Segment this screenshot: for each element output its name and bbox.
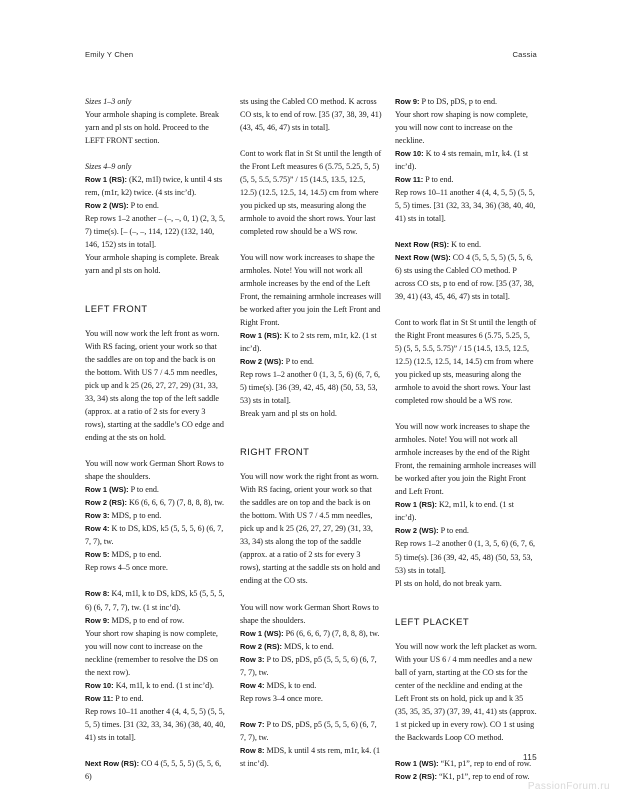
row-text: K6 (6, 6, 6, 7) (7, 8, 8, 8), tw. <box>127 498 225 508</box>
row-text: K to DS, kDS, k5 (5, 5, 5, 6) (6, 7, 7, 7), tw. <box>85 524 224 547</box>
row-text: P6 (6, 6, 6, 7) (7, 8, 8, 8), tw. <box>283 628 380 638</box>
row-label: Row 1 (WS): <box>240 628 284 638</box>
row-label: Row 1 (RS): <box>240 331 283 341</box>
paragraph: Break yarn and pl sts on hold. <box>240 409 337 419</box>
row-label: Row 3: <box>240 654 265 664</box>
paragraph <box>240 355 382 368</box>
row-label: Row 10: <box>85 680 114 690</box>
row-text: P to end. <box>283 357 314 367</box>
column-1 <box>85 95 227 783</box>
section-heading: RIGHT FRONT <box>240 446 310 458</box>
watermark: PassionForum.ru <box>527 781 610 792</box>
row-label: Row 8: <box>85 589 110 599</box>
paragraph <box>85 199 227 212</box>
paragraph <box>240 627 382 640</box>
paragraph <box>85 509 227 522</box>
paragraph <box>85 757 227 783</box>
row-text: K to end. <box>449 240 481 250</box>
paragraph: Rep rows 3–4 once more. <box>240 693 323 703</box>
size-note: Sizes 1–3 only <box>85 97 132 106</box>
paragraph <box>85 587 227 613</box>
row-text: MDS, k until 4 sts rem, m1r, k4. (1 st inc’d). <box>240 745 380 768</box>
row-text: P to end. <box>438 526 469 536</box>
paragraph <box>395 757 537 770</box>
paragraph <box>240 653 382 679</box>
paragraph <box>240 329 382 355</box>
paragraph: You will now work German Short Rows to shape the shoulders. <box>240 602 379 625</box>
running-head-author: Emily Y Chen <box>85 50 134 59</box>
paragraph: You will now work the left placket as worn. With your US 6 / 4 mm needles and a new ball of yarn, starting at the CO sts for the center of the neckline and ending at the Left Front sts on hold, pick up and k 35 (35, 35, 35, 37) (37, 39, 41, 41) sts (approx. 1 st picked up in every row). CO 1 st using the Backwards Loop CO method. <box>395 641 537 742</box>
paragraph: Rep rows 1–2 another 0 (1, 3, 5, 6) (6, 7, 6, 5) time(s). [36 (39, 42, 45, 48) (50, 53, 53, 53) sts in total]. <box>240 370 381 406</box>
row-label: Row 2 (WS): <box>240 357 284 367</box>
paragraph: Rep rows 4–5 once more. <box>85 563 168 573</box>
paragraph <box>85 522 227 548</box>
paragraph: Rep rows 1–2 another 0 (1, 3, 5, 6) (6, 7, 6, 5) time(s). [36 (39, 42, 45, 48) (50, 53, 53, 53) sts in total]. <box>395 539 536 575</box>
row-text: P to DS, pDS, p5 (5, 5, 5, 6) (6, 7, 7, 7), tw. <box>240 719 377 742</box>
row-label: Row 2 (RS): <box>85 498 128 508</box>
row-label: Row 2 (RS): <box>240 641 283 651</box>
paragraph: You will now work increases to shape the armholes. Note! You will not work all armhole increases by the end of the Left Front, the remaining armhole increases will be worked after you join the Left Front and Right Front. <box>240 253 382 328</box>
row-text: K4, m1l, k to DS, kDS, k5 (5, 5, 5, 6) (6, 7, 7, 7), tw. (1 st inc’d). <box>85 589 225 612</box>
paragraph <box>395 147 537 173</box>
row-text: “K1, p1”, rep to end of row. <box>438 758 532 768</box>
paragraph: Your short row shaping is now complete, you will now cont to increase on the neckline. <box>395 110 528 146</box>
paragraph <box>395 498 537 524</box>
paragraph <box>85 548 227 561</box>
paragraph <box>395 95 537 108</box>
paragraph: Pl sts on hold, do not break yarn. <box>395 578 502 588</box>
row-label: Row 2 (WS): <box>85 201 129 211</box>
paragraph <box>395 524 537 537</box>
row-label: Row 10: <box>395 149 424 159</box>
paragraph <box>395 238 537 251</box>
row-text: P to DS, pDS, p5 (5, 5, 5, 6) (6, 7, 7, 7), tw. <box>240 654 377 677</box>
row-text: “K1, p1”, rep to end of row. <box>437 771 530 781</box>
section-heading: LEFT PLACKET <box>395 615 470 627</box>
row-label: Row 2 (RS): <box>395 771 438 781</box>
paragraph <box>240 718 382 744</box>
row-text: CO 4 (5, 5, 5, 5) (5, 5, 6, 6) sts using the Cabled CO method. P across CO sts, p to end of row. [35 (37, 38, 39, 41) (43, 45, 46, 47) sts in total]. <box>395 253 534 302</box>
running-head <box>85 50 537 64</box>
paragraph: sts using the Cabled CO method. K across CO sts, k to end of row. [35 (37, 38, 39, 41) (43, 45, 46, 47) sts in total]. <box>240 97 382 133</box>
paragraph: Your armhole shaping is complete. Break yarn and pl sts on hold. Proceed to the LEFT FRONT section. <box>85 110 220 146</box>
row-text: CO 4 (5, 5, 5, 5) (5, 5, 6, 6) <box>85 758 222 781</box>
paragraph: Your armhole shaping is complete. Break yarn and pl sts on hold. <box>85 253 220 276</box>
paragraph <box>240 744 382 770</box>
row-label: Row 4: <box>240 680 265 690</box>
paragraph: Rep rows 10–11 another 4 (4, 4, 5, 5) (5, 5, 5, 5) times. [31 (32, 33, 34, 36) (38, 40, 40, 41) sts in total]. <box>395 188 536 224</box>
row-label: Row 2 (WS): <box>395 526 439 536</box>
row-label: Row 8: <box>240 745 265 755</box>
row-label: Row 9: <box>395 97 420 106</box>
row-text: P to end. <box>423 175 454 185</box>
row-label: Row 11: <box>85 693 114 703</box>
paragraph: Rep rows 10–11 another 4 (4, 4, 5, 5) (5, 5, 5, 5) times. [31 (32, 33, 34, 36) (38, 40, 40, 41) sts in total]. <box>85 706 226 742</box>
paragraph <box>395 173 537 186</box>
row-text: MDS, k to end. <box>264 680 317 690</box>
paragraph <box>395 251 537 303</box>
paragraph <box>85 496 227 509</box>
paragraph: Cont to work flat in St St until the length of the Right Front measures 6 (5.75, 5.25, 5, 5) (5, 5, 5.5, 5.75)” / 15 (14.5, 13.5, 12.5, 12.5) (12.5, 12.5, 14, 14.5) cm from where you picked up sts, measuring along the armhole to avoid the short rows. Your last completed row should be a WS row. <box>395 318 537 406</box>
row-label: Row 3: <box>85 511 110 521</box>
row-label: Row 11: <box>395 175 424 185</box>
paragraph <box>240 679 382 692</box>
row-text: (K2, m1l) twice, k until 4 sts rem, (m1r, k2) twice. (4 sts inc’d). <box>85 175 223 198</box>
row-label: Next Row (WS): <box>395 253 451 263</box>
paragraph <box>85 692 227 705</box>
row-label: Row 7: <box>240 719 265 729</box>
row-text: P to end. <box>128 485 159 495</box>
row-text: MDS, p to end. <box>109 550 162 560</box>
row-label: Row 1 (RS): <box>85 175 128 185</box>
paragraph <box>240 640 382 653</box>
row-text: K to 2 sts rem, m1r, k2. (1 st inc’d). <box>240 331 377 354</box>
running-head-title: Cassia <box>512 50 537 59</box>
page-number: 115 <box>523 753 537 762</box>
row-text: P to DS, pDS, p to end. <box>419 97 498 106</box>
size-note: Sizes 4–9 only <box>85 162 132 172</box>
row-text: K4, m1l, k to end. (1 st inc’d). <box>113 680 214 690</box>
row-label: Row 9: <box>85 615 110 625</box>
row-label: Row 4: <box>85 524 110 534</box>
paragraph <box>85 483 227 496</box>
section-heading: LEFT FRONT <box>85 303 148 315</box>
row-text: K to 4 sts remain, m1r, k4. (1 st inc’d). <box>395 149 529 172</box>
paragraph: Rep rows 1–2 another – (–, –, 0, 1) (2, 3, 5, 7) time(s). [– (–, –, 114, 122) (132, 140, 146, 152) sts in total]. <box>85 214 226 250</box>
row-label: Next Row (RS): <box>85 758 140 768</box>
row-label: Row 1 (WS): <box>85 485 129 495</box>
paragraph <box>85 173 227 199</box>
column-3 <box>395 95 537 783</box>
paragraph <box>395 770 537 783</box>
row-label: Row 5: <box>85 550 110 560</box>
row-label: Row 1 (RS): <box>395 500 438 510</box>
row-text: MDS, k to end. <box>282 641 334 651</box>
paragraph: Your short row shaping is now complete, you will now cont to increase on the neckline (remember to resolve the DS on the next row). <box>85 628 219 677</box>
row-label: Next Row (RS): <box>395 240 450 250</box>
row-text: MDS, p to end. <box>109 511 162 521</box>
paragraph: You will now work increases to shape the armholes. Note! You will not work all armhole increases by the end of the Right Front, the remaining armhole increases will be worked after you join the Right Front and Left Front. <box>395 422 537 497</box>
paragraph: Cont to work flat in St St until the length of the Front Left measures 6 (5.75, 5.25, 5, 5) (5, 5, 5.5, 5.75)” / 15 (14.5, 13.5, 12.5, 12.5) (12.5, 12.5, 14, 14.5) cm from where you picked up sts, measuring along the armhole to avoid the short rows. Your last completed row should be a WS row. <box>240 149 382 237</box>
row-text: P to end. <box>128 201 159 211</box>
row-label: Row 1 (WS): <box>395 758 439 768</box>
paragraph <box>85 614 227 627</box>
row-text: K2, m1l, k to end. (1 st inc’d). <box>395 500 514 523</box>
row-text: MDS, p to end of row. <box>109 615 185 625</box>
column-2 <box>240 95 382 770</box>
paragraph <box>85 679 227 692</box>
row-text: P to end. <box>113 693 144 703</box>
paragraph: You will now work the right front as worn. With RS facing, orient your work so that the saddles are on top and the back is on the bottom. With US 7 / 4.5 mm needles, pick up and k 25 (26, 27, 27, 29) (31, 33, 33, 34) sts along the top of the saddle (approx. at a ratio of 2 sts for every 3 rows), starting at the saddle sts on hold and ending at the CO sts. <box>240 472 381 586</box>
paragraph: You will now work German Short Rows to shape the shoulders. <box>85 459 224 482</box>
paragraph: You will now work the left front as worn. With RS facing, orient your work so that the saddles are on top and the back is on the bottom. With US 7 / 4.5 mm needles, pick up and k 25 (26, 27, 27, 29) (31, 33, 33, 34) sts along the top of the left saddle (approx. at a ratio of 2 sts for every 3 rows), starting at the saddle’s CO edge and ending at the sts on hold. <box>85 329 224 443</box>
